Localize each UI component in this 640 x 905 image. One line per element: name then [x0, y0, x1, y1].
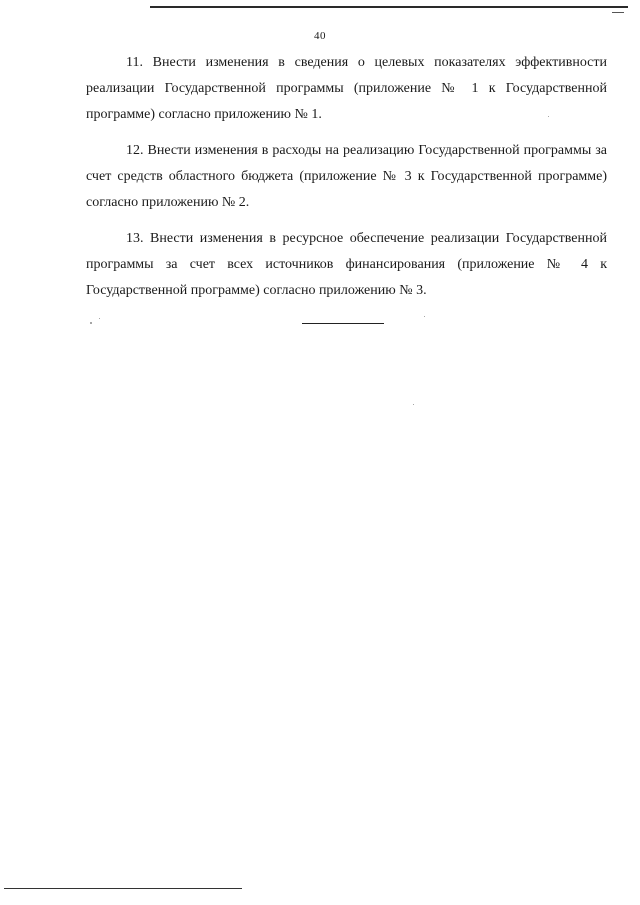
scan-edge-top — [150, 6, 628, 8]
scan-mark-top-right — [612, 12, 624, 13]
paragraph-11: 11. Внести изменения в сведения о целевых показателях эффективности реализации Государственной программы (приложение № 1 к Государственной программе) согласно приложению № 1. — [86, 55, 607, 122]
document-body — [86, 50, 607, 314]
paragraph-12: 12. Внести изменения в расходы на реализацию Государственной программы за счет средств областного бюджета (приложение № 3 к Государственной программе) согласно приложению № 2. — [86, 143, 607, 210]
scan-speck — [413, 404, 414, 405]
scan-speck — [424, 316, 425, 317]
page-number: 40 — [314, 30, 326, 42]
end-of-text-rule — [302, 323, 384, 324]
scan-speck — [99, 318, 100, 319]
scan-edge-bottom — [4, 888, 242, 889]
scan-speck — [90, 322, 92, 324]
paragraph-13: 13. Внести изменения в ресурсное обеспечение реализации Государственной программы за счет всех источников финансирования (приложение № 4 к Государственной программе) согласно приложению № 3. — [86, 231, 607, 298]
scan-speck — [548, 116, 549, 117]
